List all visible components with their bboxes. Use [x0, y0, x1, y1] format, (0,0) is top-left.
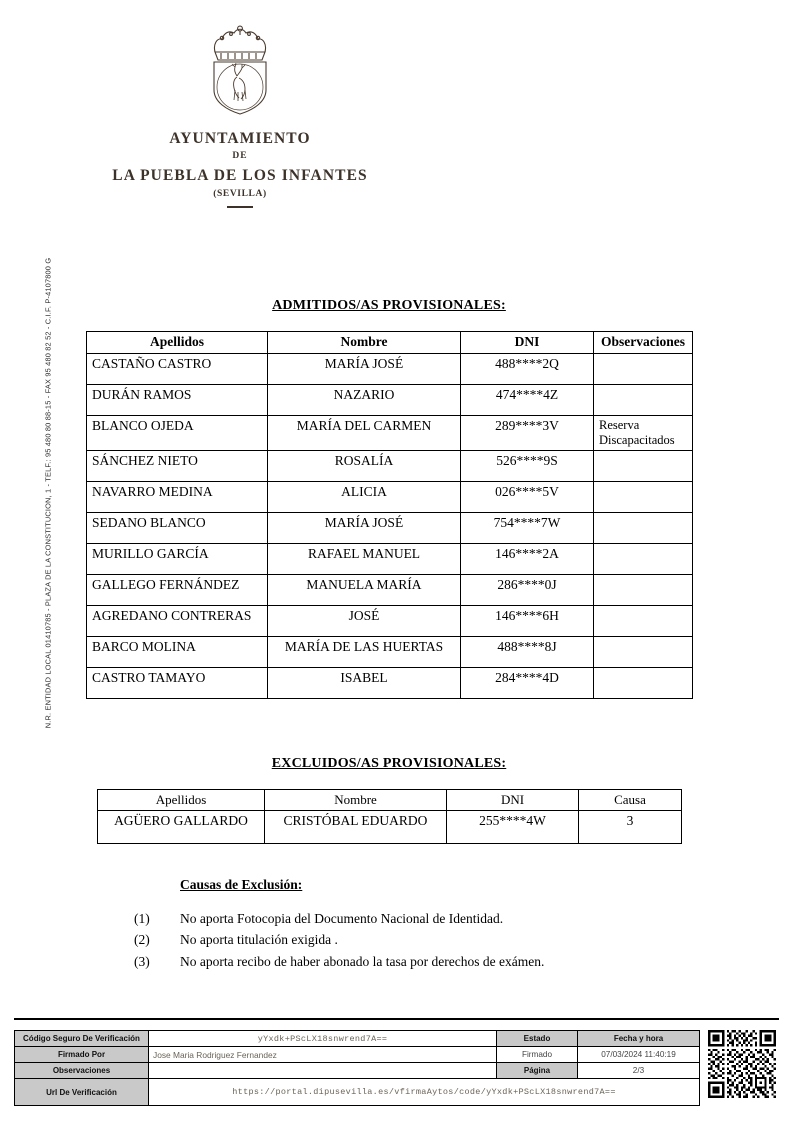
excluded-section-title: EXCLUIDOS/AS PROVISIONALES: [271, 756, 507, 771]
admitted-table [86, 331, 693, 699]
cell-dni: 526****9S [461, 451, 594, 482]
letterhead-line-municipality: LA PUEBLA DE LOS INFANTES [112, 167, 368, 185]
datetime-label: Fecha y hora [578, 1031, 700, 1047]
cause-number: (1) [134, 911, 150, 926]
list-item [134, 951, 694, 972]
list-item [134, 929, 694, 950]
signed-by-label: Firmado Por [15, 1047, 149, 1063]
verification-row-signer [15, 1047, 700, 1063]
cell-observaciones [594, 668, 693, 699]
letterhead-line-ayuntamiento: AYUNTAMIENTO [169, 130, 311, 147]
admitted-table-header-row [87, 332, 693, 354]
cell-apellidos: SÁNCHEZ NIETO [87, 451, 268, 482]
column-header-nombre: Nombre [265, 790, 447, 811]
cell-dni: 146****2A [461, 544, 594, 575]
cell-observaciones [594, 544, 693, 575]
table-row [98, 811, 682, 844]
verification-row-observations [15, 1063, 700, 1079]
cell-apellidos: SEDANO BLANCO [87, 513, 268, 544]
cell-observaciones [594, 354, 693, 385]
cell-dni: 474****4Z [461, 385, 594, 416]
cell-nombre: MARÍA DE LAS HUERTAS [268, 637, 461, 668]
table-row [87, 482, 693, 513]
table-row [87, 451, 693, 482]
cell-apellidos: BLANCO OJEDA [87, 416, 268, 451]
registry-sidebar [39, 257, 57, 729]
signed-by-value: Jose Maria Rodriguez Fernandez [149, 1047, 497, 1063]
cell-observaciones [594, 575, 693, 606]
cause-text: No aporta titulación exigida . [180, 932, 338, 948]
table-row [87, 575, 693, 606]
cell-observaciones [594, 451, 693, 482]
table-row [87, 385, 693, 416]
observations-label: Observaciones [15, 1063, 149, 1079]
table-row [87, 513, 693, 544]
coat-of-arms-icon [201, 22, 279, 118]
cell-nombre: NAZARIO [268, 385, 461, 416]
cell-apellidos: DURÁN RAMOS [87, 385, 268, 416]
cell-nombre: MARÍA DEL CARMEN [268, 416, 461, 451]
cause-text: No aporta recibo de haber abonado la tasa por derechos de exámen. [180, 953, 545, 969]
cell-apellidos: AGÜERO GALLARDO [98, 811, 265, 844]
cell-observaciones [594, 637, 693, 668]
cell-nombre: MARÍA JOSÉ [268, 513, 461, 544]
observations-value [149, 1063, 497, 1079]
cell-observaciones [594, 385, 693, 416]
cell-observaciones [594, 513, 693, 544]
table-row [87, 416, 693, 451]
url-label: Url De Verificación [15, 1079, 149, 1106]
cell-nombre: RAFAEL MANUEL [268, 544, 461, 575]
cell-apellidos: CASTRO TAMAYO [87, 668, 268, 699]
verification-row-csv [15, 1031, 700, 1047]
cell-apellidos: AGREDANO CONTRERAS [87, 606, 268, 637]
cell-apellidos: NAVARRO MEDINA [87, 482, 268, 513]
letterhead [0, 22, 480, 208]
verification-row-url [15, 1079, 700, 1106]
status-value: Firmado [497, 1047, 578, 1063]
cause-number: (2) [134, 932, 150, 948]
cell-dni: 255****4W [447, 811, 579, 844]
cause-number: (3) [134, 953, 150, 969]
column-header-observaciones: Observaciones [594, 332, 693, 354]
letterhead-line-de: DE [232, 151, 248, 162]
qr-code-icon[interactable] [708, 1030, 776, 1098]
table-row [87, 668, 693, 699]
cell-nombre: CRISTÓBAL EDUARDO [265, 811, 447, 844]
excluded-table [97, 789, 682, 844]
cell-apellidos: CASTAÑO CASTRO [87, 354, 268, 385]
cell-observaciones [594, 606, 693, 637]
cause-text: No aporta Fotocopia del Documento Nacional de Identidad. [180, 911, 504, 926]
cell-nombre: ISABEL [268, 668, 461, 699]
url-value[interactable]: https://portal.dipusevilla.es/vfirmaAytos/code/yYxdk+PScLX18snwrend7A== [149, 1079, 700, 1106]
list-item [134, 908, 694, 929]
cell-dni: 754****7W [461, 513, 594, 544]
cell-dni: 146****6H [461, 606, 594, 637]
column-header-apellidos: Apellidos [87, 332, 268, 354]
cell-nombre: ROSALÍA [268, 451, 461, 482]
cell-apellidos: BARCO MOLINA [87, 637, 268, 668]
excluded-table-header-row [98, 790, 682, 811]
letterhead-divider [227, 206, 253, 208]
csv-value: yYxdk+PScLX18snwrend7A== [149, 1031, 497, 1047]
cell-dni: 488****8J [461, 637, 594, 668]
page-label: Página [497, 1063, 578, 1079]
table-row [87, 544, 693, 575]
cell-dni: 488****2Q [461, 354, 594, 385]
letterhead-line-province: (SEVILLA) [213, 188, 267, 199]
cell-observaciones: Reserva Discapacitados [594, 416, 693, 451]
datetime-value: 07/03/2024 11:40:19 [578, 1047, 700, 1063]
column-header-causa: Causa [579, 790, 682, 811]
cell-nombre: MARÍA JOSÉ [268, 354, 461, 385]
registry-sidebar-text: N.R. ENTIDAD LOCAL 01410785 - PLAZA DE LA CONSTITUCION, 1 - TELF.: 95 480 80 88-15 - FAX 95 480 82 52 - C.I.F. P-4107800 G [43, 257, 53, 729]
column-header-apellidos: Apellidos [98, 790, 265, 811]
column-header-dni: DNI [447, 790, 579, 811]
cell-dni: 284****4D [461, 668, 594, 699]
column-header-dni: DNI [461, 332, 594, 354]
cell-dni: 026****5V [461, 482, 594, 513]
page-value: 2/3 [578, 1063, 700, 1079]
cell-causa: 3 [579, 811, 682, 844]
column-header-nombre: Nombre [268, 332, 461, 354]
table-row [87, 606, 693, 637]
footer-divider [14, 1018, 779, 1020]
table-row [87, 354, 693, 385]
cell-nombre: MANUELA MARÍA [268, 575, 461, 606]
cell-dni: 289****3V [461, 416, 594, 451]
cell-apellidos: GALLEGO FERNÁNDEZ [87, 575, 268, 606]
table-row [87, 637, 693, 668]
cell-nombre: ALICIA [268, 482, 461, 513]
exclusion-causes-title: Causas de Exclusión: [180, 877, 303, 892]
cell-apellidos: MURILLO GARCÍA [87, 544, 268, 575]
cell-dni: 286****0J [461, 575, 594, 606]
status-label: Estado [497, 1031, 578, 1047]
verification-table [14, 1030, 700, 1106]
admitted-section-title: ADMITIDOS/AS PROVISIONALES: [272, 298, 506, 313]
cell-nombre: JOSÉ [268, 606, 461, 637]
csv-label: Código Seguro De Verificación [15, 1031, 149, 1047]
exclusion-causes-list [134, 908, 694, 972]
cell-observaciones [594, 482, 693, 513]
